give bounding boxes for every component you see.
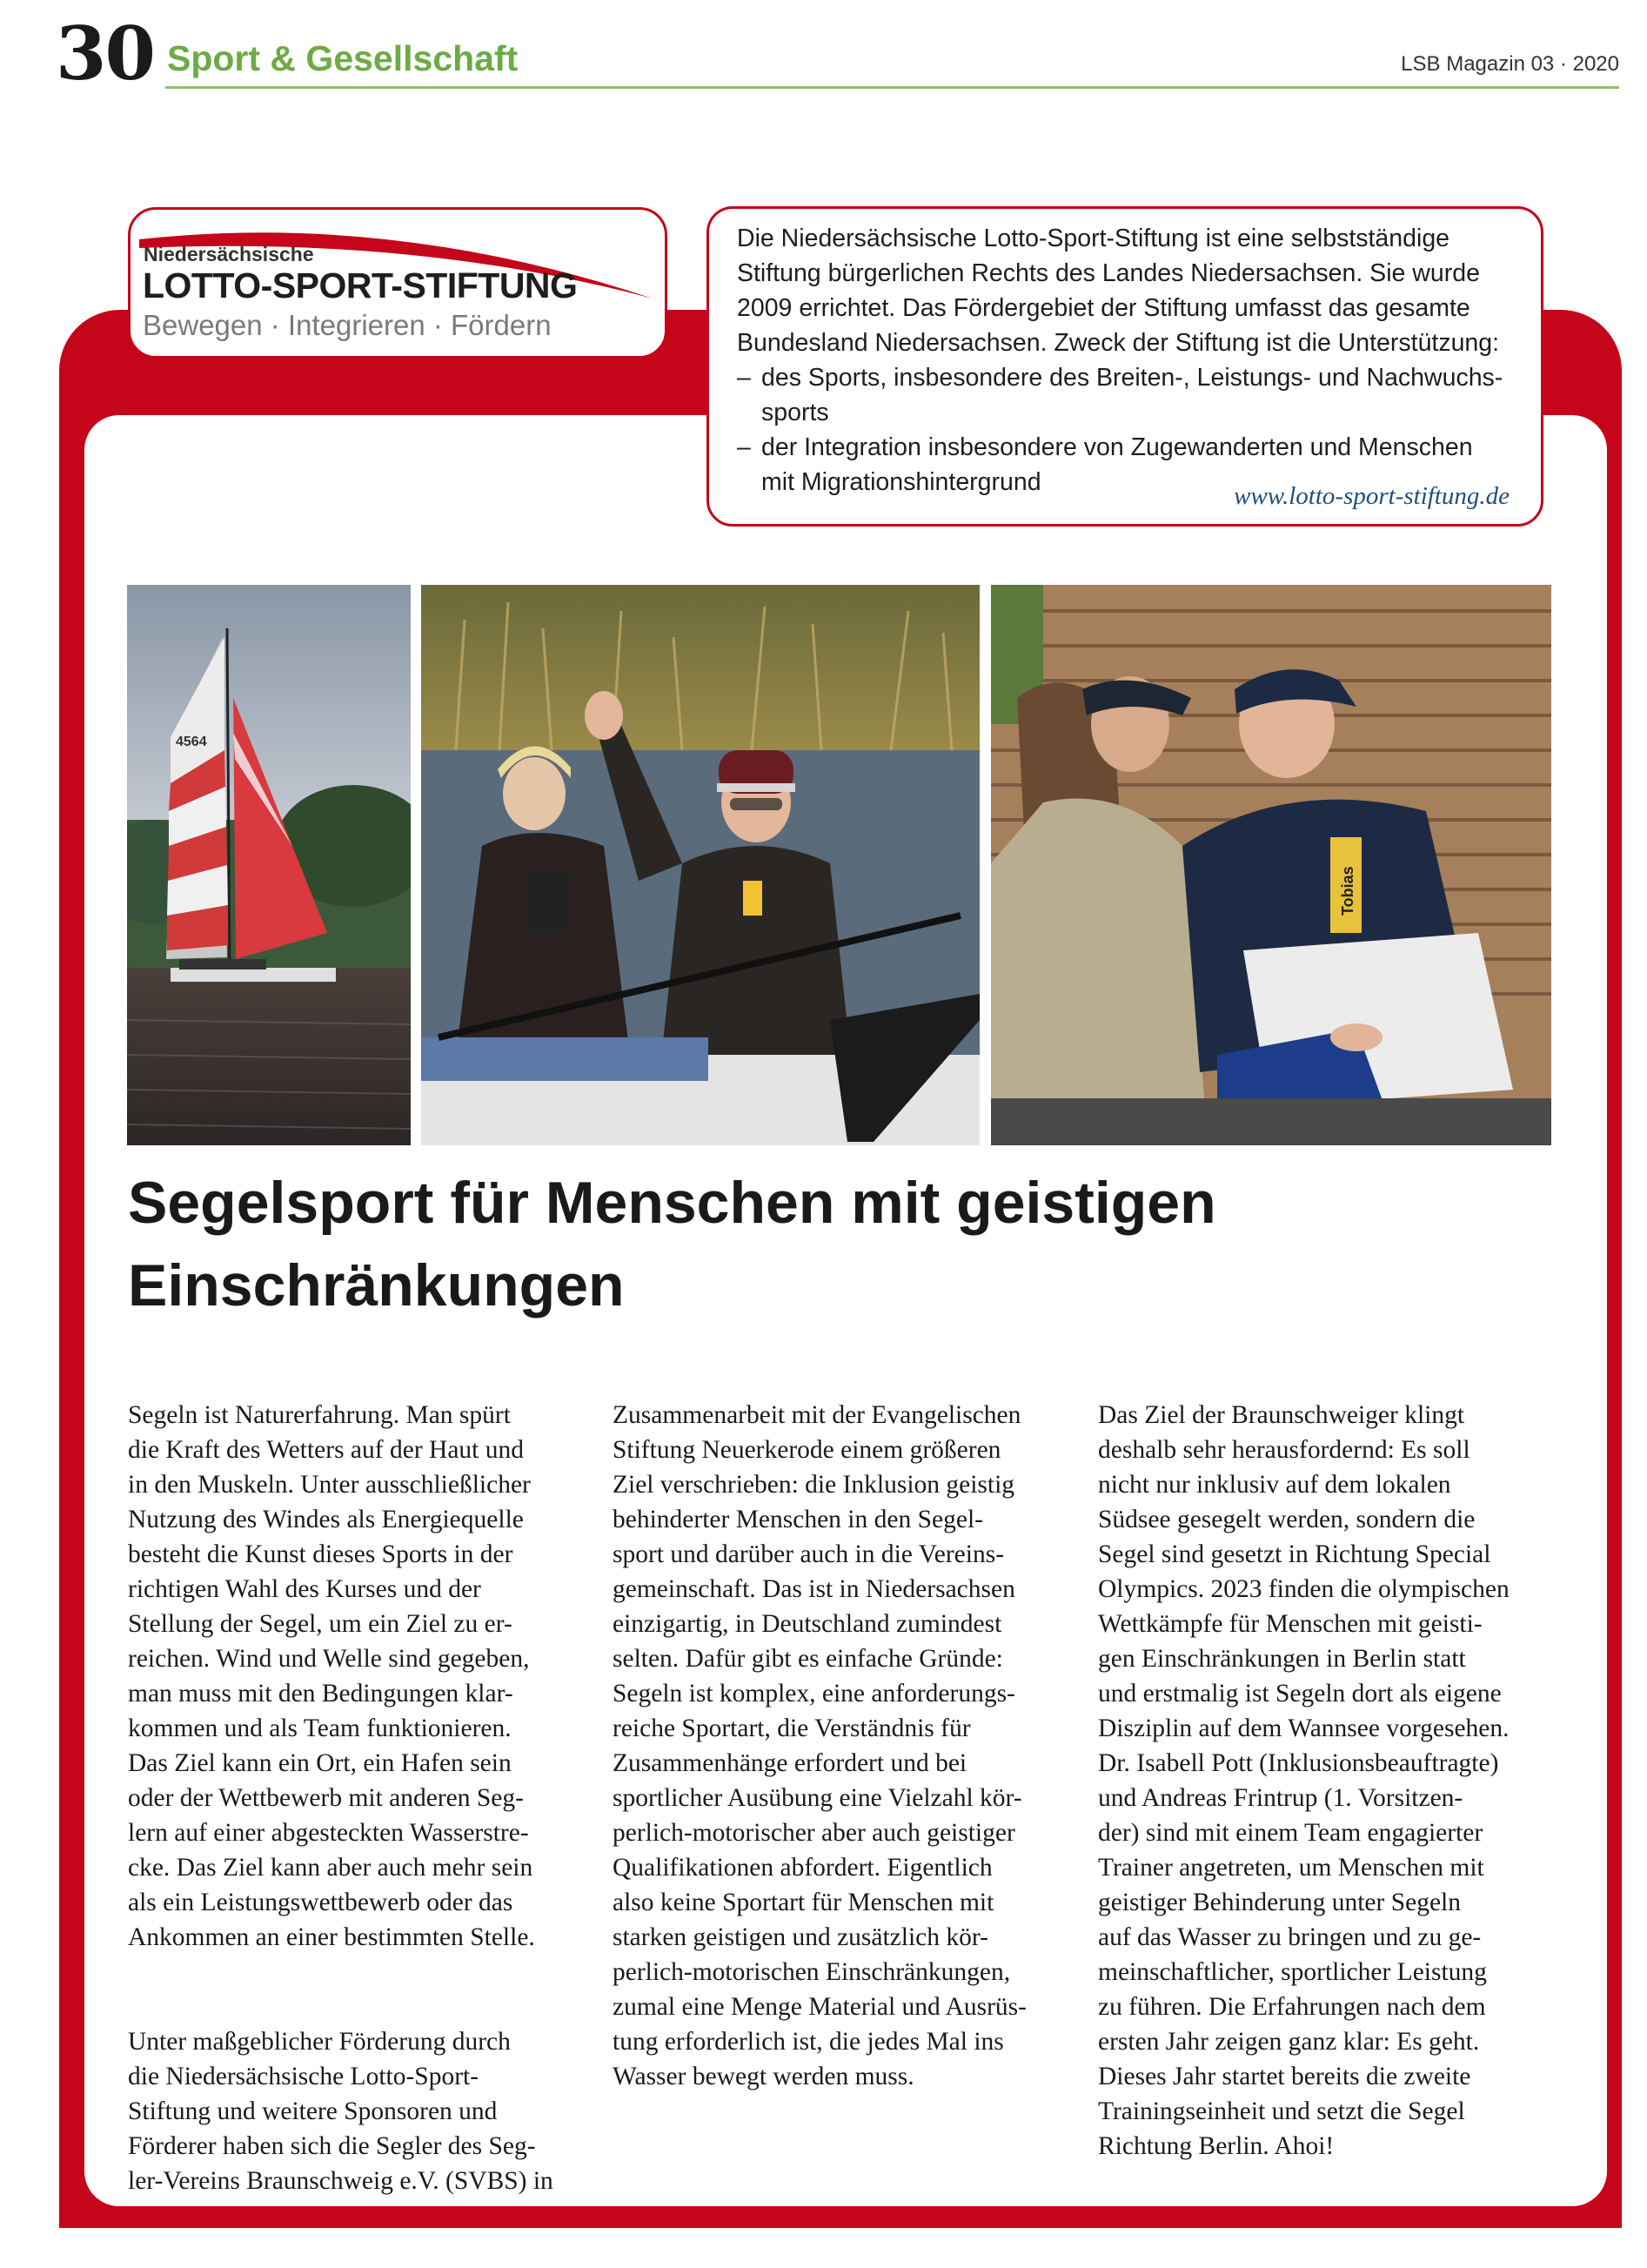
foundation-info-box: [706, 206, 1543, 527]
header-rule: [165, 86, 1619, 89]
article-column-2: [613, 1363, 1074, 2164]
column-3-paragraph: Das Ziel der Braunschweiger klingt deshalb sehr herausfordernd: Es soll nicht nur inklusiv auf dem lokalen Südsee gesegelt werden, sondern die Segel sind gesetzt in Richtung Special Olympics. 2023 finden die olympischen Wettkämpfe für Menschen mit geisti- gen Einschränkungen in Berlin statt und erstmalig ist Segeln dort als eigene Disziplin auf dem Wannsee vorgesehen. Dr. Isabell Pott (Inklusionsbeauftragte) und Andreas Frintrup (1. Vorsitzen- der) sind mit einem Team engagierter Trainer angetreten, um Menschen mit geistiger Behinderung unter Segeln auf das Wasser zu bringen und zu ge- meinschaftlicher, sportlicher Leistung zu führen. Die Erfahrungen nach dem ersten Jahr zeigen ganz klar: Es geht. Dieses Jahr startet bereits die zweite Trainingseinheit und setzt die Segel Richtung Berlin. Ahoi!: [1098, 1401, 1510, 2160]
info-item-sports: – des Sports, insbesondere des Breiten-, Leistungs- und Nachwuchs- sports: [737, 360, 1520, 430]
magazine-issue: LSB Magazin 03 · 2020: [1401, 52, 1619, 76]
info-text: [737, 221, 1520, 500]
column-2-paragraph: Zusammenarbeit mit der Evangelischen Stiftung Neuerkerode einem größeren Ziel verschrieben: die Inklusion geistig behinderter Menschen in den Segel- sport und darüber auch in die Vereins- gemeinschaft. Das ist in Niedersachsen einzigartig, in Deutschland zumindest selten. Dafür gibt es einfache Gründe: Segeln ist komplex, eine anforderungs- reiche Sportart, die Verständnis für Zusammenhänge erfordert und bei sportlicher Ausübung eine Vielzahl kör- perlich-motorischer aber auch geistiger Qualifikationen abfordert. Eigentlich also keine Sportart für Menschen mit starken geistigen und zusätzlich kör- perlich-motorischen Einschränkungen, zumal eine Menge Material und Ausrüs- tung erforderlich ist, die jedes Mal ins Wasser bewegt werden muss.: [613, 1401, 1027, 2090]
photo-sailors: [421, 585, 980, 1145]
logo-tagline: Bewegen · Integrieren · Fördern: [143, 309, 552, 341]
page-number: 30: [56, 10, 154, 97]
section-title: Sport & Gesellschaft: [167, 38, 519, 78]
logo-box: [128, 207, 667, 359]
column-1-paragraph-2: Unter maßgeblicher Förderung durch die Niedersächsische Lotto-Sport- Stiftung und weitere Sponsoren und Förderer haben sich die Segler des Seg- ler-Vereins Braunschweig e.V. (SVBS) in: [128, 2028, 553, 2195]
sail-number: 4564: [176, 735, 207, 749]
info-item-integration: – der Integration insbesondere von Zugewanderten und Menschen mit Migrationshintergrund: [737, 430, 1520, 500]
logo-line2: LOTTO-SPORT-STIFTUNG: [143, 265, 578, 305]
info-intro: Die Niedersächsische Lotto-Sport-Stiftung ist eine selbstständige Stiftung bürgerlichen Rechts des Landes Niedersachsen. Sie wurde 2009 errichtet. Das Fördergebiet der Stiftung umfasst das gesamte Bundesland Niedersachsen. Zweck der Stiftung ist die Unterstützung:: [737, 225, 1500, 357]
name-tag: Tobias: [1339, 866, 1356, 916]
article-column-1: [128, 1363, 589, 2268]
article-column-3: [1098, 1363, 1559, 2233]
column-1-paragraph-1: Segeln ist Naturerfahrung. Man spürt die Kraft des Wetters auf der Haut und in den Muskeln. Unter ausschließlicher Nutzung des Windes als Energiequelle besteht die Kunst dieses Sports in der richtigen Wahl des Kurses und der Stellung der Segel, um ein Ziel zu er- reichen. Wind und Welle sind gegeben, man muss mit den Bedingungen klar- kommen und als Team funktionieren. Das Ziel kann ein Ort, ein Hafen sein oder der Wettbewerb mit anderen Seg- lern auf einer abgesteckten Wasserstre- cke. Das Ziel kann aber auch mehr sein als ein Leistungswettbewerb oder das Ankommen an einer bestimmten Stelle.: [128, 1401, 535, 1951]
photo-trainers: [991, 585, 1551, 1145]
foundation-link[interactable]: www.lotto-sport-stiftung.de: [1234, 482, 1510, 510]
article-headline: Segelsport für Menschen mit geistigen Einschränkungen: [128, 1170, 1216, 1319]
logo-line1: Niedersächsische: [144, 243, 314, 265]
photo-catamaran: [127, 585, 411, 1145]
